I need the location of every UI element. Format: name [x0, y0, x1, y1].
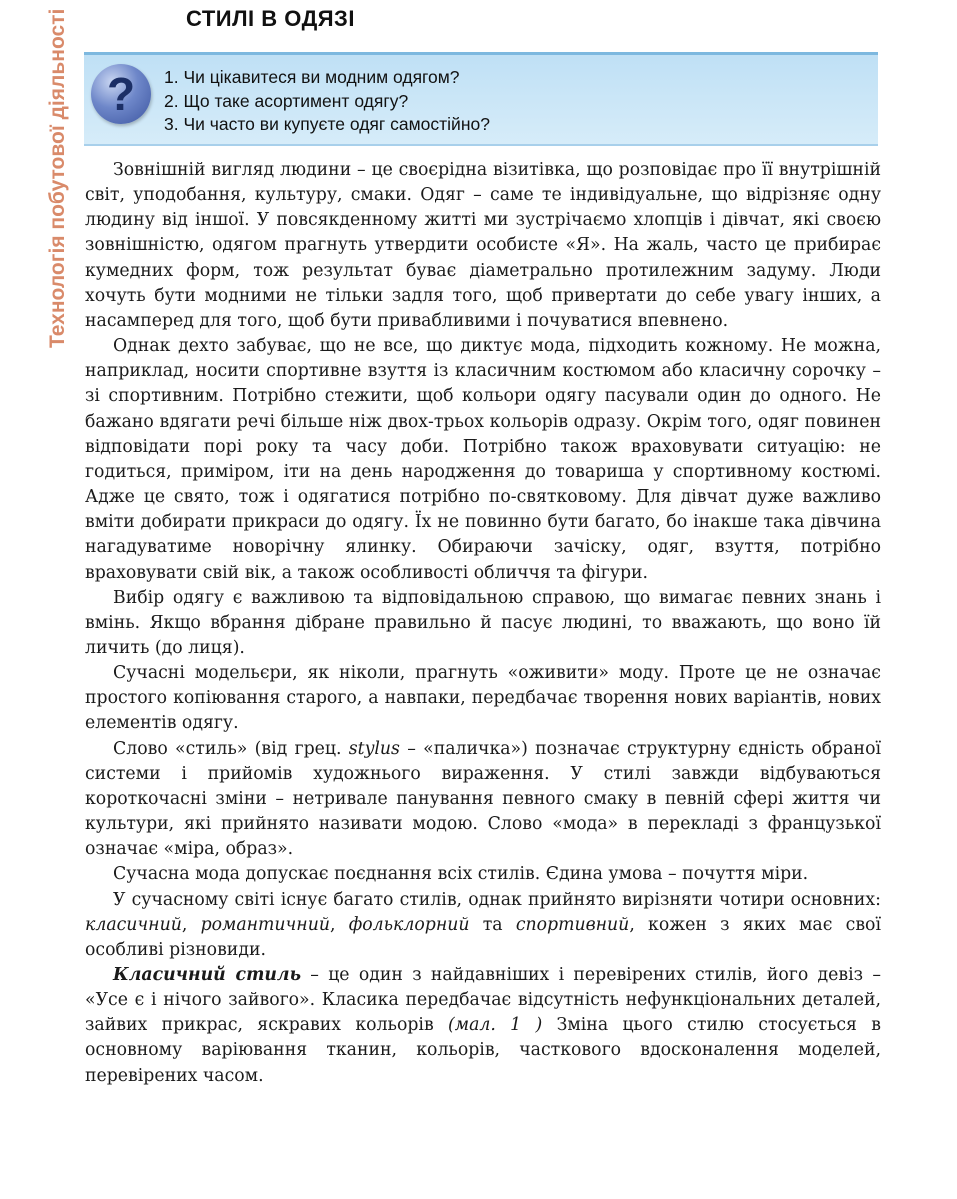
style-name-sport: спортивний [515, 914, 630, 935]
paragraph [85, 888, 881, 963]
style-name-folk: фольклорний [348, 914, 470, 935]
paragraph: Сучасна мода допускає поєднання всіх стилів. Єдина умова – почуття міри. [113, 864, 809, 885]
paragraph: Сучасні модельєри, як ніколи, прагнуть «оживити» моду. Проте це не означає простого копіювання старого, а навпаки, передбачає творення нових варіантів, нових елементів одягу. [85, 663, 881, 734]
review-questions-box [84, 52, 878, 146]
text-run: , кожен з яких має свої особливі різновиди. [85, 914, 881, 960]
figure-reference: (мал. 1 ) [448, 1015, 543, 1036]
text-run: – це один з найдавніших і перевірених стилів, його девіз – «Усе є і нічого зайвого». Класика передбачає відсутність нефункціональних деталей, зайвих прикрас, яскравих кольорів [85, 965, 881, 1036]
side-section-label: Технологія побутової діяльності [46, 8, 69, 348]
question-item: 2. Що таке асортимент одягу? [164, 90, 409, 111]
style-name-classic: класичний [85, 914, 182, 935]
text-run: Зміна цього стилю стосується в основному варіювання тканин, кольорів, часткового вдосконалення моделей, перевірених часом. [85, 1015, 882, 1086]
text-run: , [181, 914, 201, 935]
text-run: Слово «стиль» (від грец. [113, 738, 349, 759]
paragraph: Однак дехто забуває, що не все, що диктує мода, підходить кожному. Не можна, наприклад, носити спортивне взуття із класичним костюмом або класичну сорочку – зі спортивним. Потрібно стежити, щоб кольори одягу пасували один до одного. Не бажано вдягати речі більше ніж двох-трьох кольорів одразу. Окрім того, одяг повинен відповідати порі року та часу доби. Потрібно також враховувати ситуацію: не годиться, приміром, іти на день народження до товариша у спортивному костюмі. Адже це свято, тож і одягатися потрібно по-святковому. Для дівчат дуже важливо вміти добирати прикраси до одягу. Їх не повинно бути багато, бо інакше така дівчина нагадуватиме новорічну ялинку. Обираючи зачіску, одяг, взуття, потрібно враховувати свій вік, а також особливості обличчя та фігури. [85, 336, 881, 583]
italic-term: stylus [348, 738, 400, 759]
question-item: 1. Чи цікавитеся ви модним одягом? [164, 67, 460, 87]
question-mark-icon: ? [91, 64, 151, 124]
questions-list [164, 66, 490, 137]
style-name-romantic: романтичний [200, 914, 330, 935]
paragraph: Зовнішній вигляд людини – це своєрідна візитівка, що розповідає про її внутрішній світ, уподобання, культуру, смаки. Одяг – саме те індивідуальне, що відрізняє одну людину від іншої. У повсякденному житті ми зустрічаємо хлопців і дівчат, які своєю зовнішністю, одягом прагнуть утвердити особисте «Я». На жаль, часто це прибирає кумедних форм, тож результат буває діаметрально протилежним задуму. Люди хочуть бути модними не тільки задля того, щоб привертати до себе увагу інших, а насамперед для того, щоб бути привабливими і почуватися впевнено. [85, 160, 881, 331]
paragraph [85, 963, 881, 1089]
question-item: 3. Чи часто ви купуєте одяг самостійно? [164, 114, 490, 134]
text-run: та [469, 914, 516, 935]
paragraph [85, 737, 881, 863]
page-title: СТИЛІ В ОДЯЗІ [186, 6, 355, 31]
text-run: – «паличка») позначає структурну єдність обраної системи і прийомів художнього вираження. У стилі завжди відбуваються короткочасні зміни – нетривале панування певного смаку в певній сфері життя чи культури, які прийнято називати модою. Слово «мода» в перекладі з французької означає «міра, образ». [85, 738, 881, 860]
body-text [85, 158, 881, 1089]
paragraph: Вибір одягу є важливою та відповідальною справою, що вимагає певних знань і вмінь. Якщо вбрання дібране правильно й пасує людині, то вважають, що воно їй личить (до лиця). [85, 587, 881, 658]
text-run: , [329, 914, 349, 935]
text-run: У сучасному світі існує багато стилів, однак прийнято вирізняти чотири основних: [113, 889, 881, 910]
bold-italic-term: Класичний стиль [113, 965, 301, 985]
